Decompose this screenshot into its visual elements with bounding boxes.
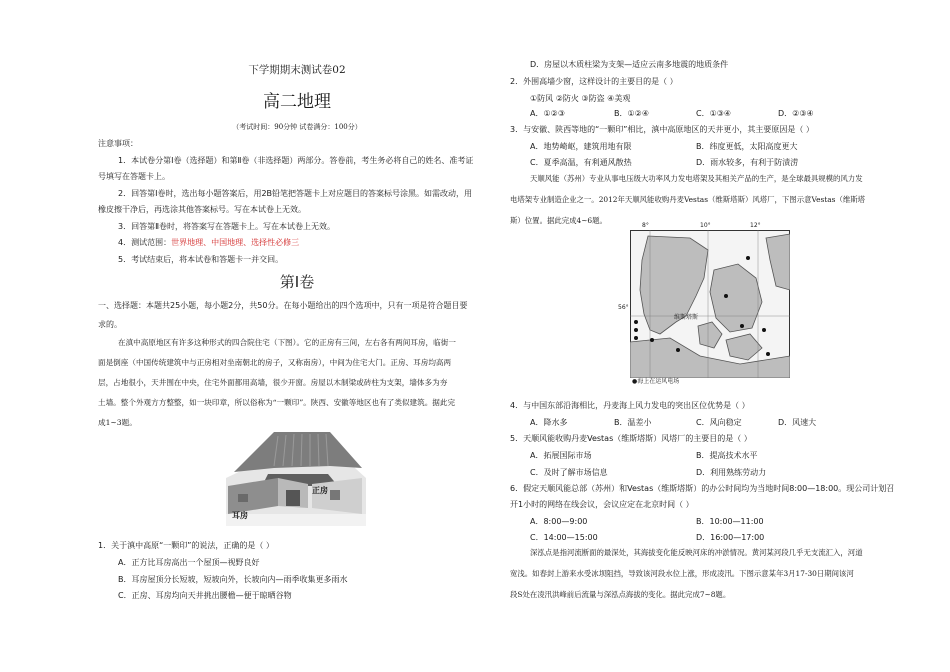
q5-option-a: A．拓展国际市场 [530,451,592,460]
lon-label-10: 10° [700,222,711,229]
note-3: 3．回答第Ⅱ卷时，将答案写在答题卡上。写在本试卷上无效。 [118,222,336,231]
q4-option-d: D．风速大 [778,418,817,427]
passage-1 [98,333,496,433]
q1-option-d: D．房屋以木质柱梁为支架—适应云南多地震的地质条件 [530,60,729,69]
q2-option-c: C．①③④ [696,109,732,118]
label-zhengfang: 正房 [312,486,328,495]
instruction-line1: 一、选择题：本题共25小题，每小题2分，共50分。在每小题给出的四个选项中，只有一项是符合题目要 [98,301,468,310]
note-1b: 号填写在答题卡上。 [98,172,170,181]
label-erfang: 耳房 [232,511,248,520]
note-2b: 橡皮擦干净后，再选涂其他答案标号。写在本试卷上无效。 [98,205,306,214]
exam-title: 下学期期末测试卷02 [248,64,346,76]
q6-stem-2: 开1小时的网络在线会议，会议应定在北京时间（ ） [510,500,694,509]
instruction-line2: 求的。 [98,320,122,329]
q1-stem: 1．关于滇中高原“一颗印”的说法，正确的是（ ） [98,541,274,550]
passage-3-line: 深泓点是指河流断面的最深处，其海拔变化能反映河床的冲淤情况。黄河某河段几乎无支流汇入，河道 [530,548,863,557]
q2-stem: 2．外围高墙少窗，这样设计的主要目的是（ ） [510,77,678,86]
passage-1-line: 在滇中高原地区有许多这种形式的四合院住宅（下图）。它的正房有三间，左右各有两间耳房，临街一 [118,338,456,347]
section-title: 第Ⅰ卷 [279,273,315,291]
q1-option-c: C．正房、耳房均向天井挑出腰檐—便于晾晒谷物 [118,591,292,600]
q2-option-b: B．①②④ [614,109,650,118]
q6-stem-1: 6．假定天顺风能总部（苏州）和Vestas（维斯塔斯）的办公时间均为当地时间8:00—18:00。现公司计划召 [510,484,895,493]
courtyard-figure [226,428,366,526]
q4-option-b: B．温差小 [614,418,652,427]
lon-label-12: 12° [750,222,761,229]
q3-option-d: D．雨水较多，有利于防渍涝 [696,158,799,167]
passage-2-line: 电塔架专业制造企业之一。2012年天顺风能收购丹麦Vestas（维斯塔斯）风塔厂，下图示意Vestas（维斯塔 [510,195,866,204]
note-2a: 2．回答第Ⅰ卷时，选出每小题答案后，用2B铅笔把答题卡上对应题目的答案标号涂黑。如需改动，用 [118,189,473,198]
q2-sub: ①防风 ②防火 ③防盗 ④美观 [530,94,631,103]
passage-1-line: 面是倒座（中国传统建筑中与正房相对坐南朝北的房子，又称南房），中间为住宅大门。正房、耳房均高两 [98,358,452,367]
passage-1-line: 土墙。整个外观方方整整，如一块印章，所以俗称为“一颗印”。陕西、安徽等地区也有了类似建筑。据此完 [98,398,456,407]
note-1a: 1．本试卷分第Ⅰ卷（选择题）和第Ⅱ卷（非选择题）两部分。答卷前，考生务必将自己的姓名、准考证 [118,156,474,165]
subject-title: 高二地理 [263,92,331,112]
map-legend: ●海上在运风电场 [632,378,680,385]
passage-3-line: 段S处在凌汛洪峰前后流量与深泓点海拔的变化。据此完成7~8题。 [510,590,731,599]
q1-option-b: B．耳房屋顶分长短坡，短坡向外，长坡向内—雨季收集更多雨水 [118,575,348,584]
passage-1-line: 层，占地很小，天井围在中央，住宅外面都用高墙，很少开窗。房屋以木制梁或砖柱为支架，墙体多为夯 [98,378,448,387]
q5-option-c: C．及时了解市场信息 [530,468,608,477]
passage-2-line: 天顺风能（苏州）专业从事电压级大功率风力发电塔架及其相关产品的生产，是全球最具规模的风力发 [530,174,863,183]
q5-stem: 5．天顺风能收购丹麦Vestas（维斯塔斯）风塔厂的主要目的是（ ） [510,434,752,443]
notes-title: 注意事项： [98,139,138,148]
lat-label-56: 56° [618,304,629,311]
scope-text: 世界地理、中国地理、选择性必修三 [171,238,300,247]
q4-option-a: A．降水多 [530,418,568,427]
right-column [510,0,910,672]
q1-option-a: A．正方比耳房高出一个屋顶—视野良好 [118,558,260,567]
passage-3-line: 宽浅。如春封上游来水受冰坝阻挡，导致该河段水位上涨，形成凌汛。下图示意某年3月17-30日期间该河 [510,569,854,578]
q6-option-b: B．10:00—11:00 [696,517,764,526]
note-4-label: 4．测试范围： [118,238,172,247]
passage-3 [510,542,910,605]
note-5: 5．考试结束后，将本试卷和答题卡一并交回。 [118,255,284,264]
q3-option-a: A．地势崎岖，建筑用地有限 [530,142,632,151]
q2-option-d: D．②③④ [778,109,814,118]
q6-option-d: D．16:00—17:00 [696,533,765,542]
passage-2-line: 斯）位置。据此完成4~6题。 [510,216,607,225]
q3-stem: 3．与安徽、陕西等地的“一颗印”相比，滇中高原地区的天井更小，其主要原因是（ ） [510,125,814,134]
q6-option-a: A．8:00—9:00 [530,517,588,526]
left-column [98,0,496,672]
note-4 [118,237,299,249]
q5-option-b: B．提高技术水平 [696,451,758,460]
q6-option-c: C．14:00—15:00 [530,533,598,542]
lon-label-8: 8° [642,222,649,229]
q5-option-d: D．利用熟练劳动力 [696,468,767,477]
passage-1-line: 成1~3题。 [98,418,137,427]
q3-option-b: B．纬度更低，太阳高度更大 [696,142,798,151]
place-label-vestas: 维斯塔斯 [674,314,699,321]
q4-stem: 4．与中国东部沿海相比，丹麦海上风力发电的突出区位优势是（ ） [510,401,750,410]
q2-option-a: A．①②③ [530,109,565,118]
q4-option-c: C．风向稳定 [696,418,742,427]
map-frame [630,230,790,378]
q3-option-c: C．夏季高温，有利通风散热 [530,158,632,167]
exam-info: （考试时间：90分钟 试卷满分：100分） [232,123,362,131]
denmark-map [618,222,790,388]
